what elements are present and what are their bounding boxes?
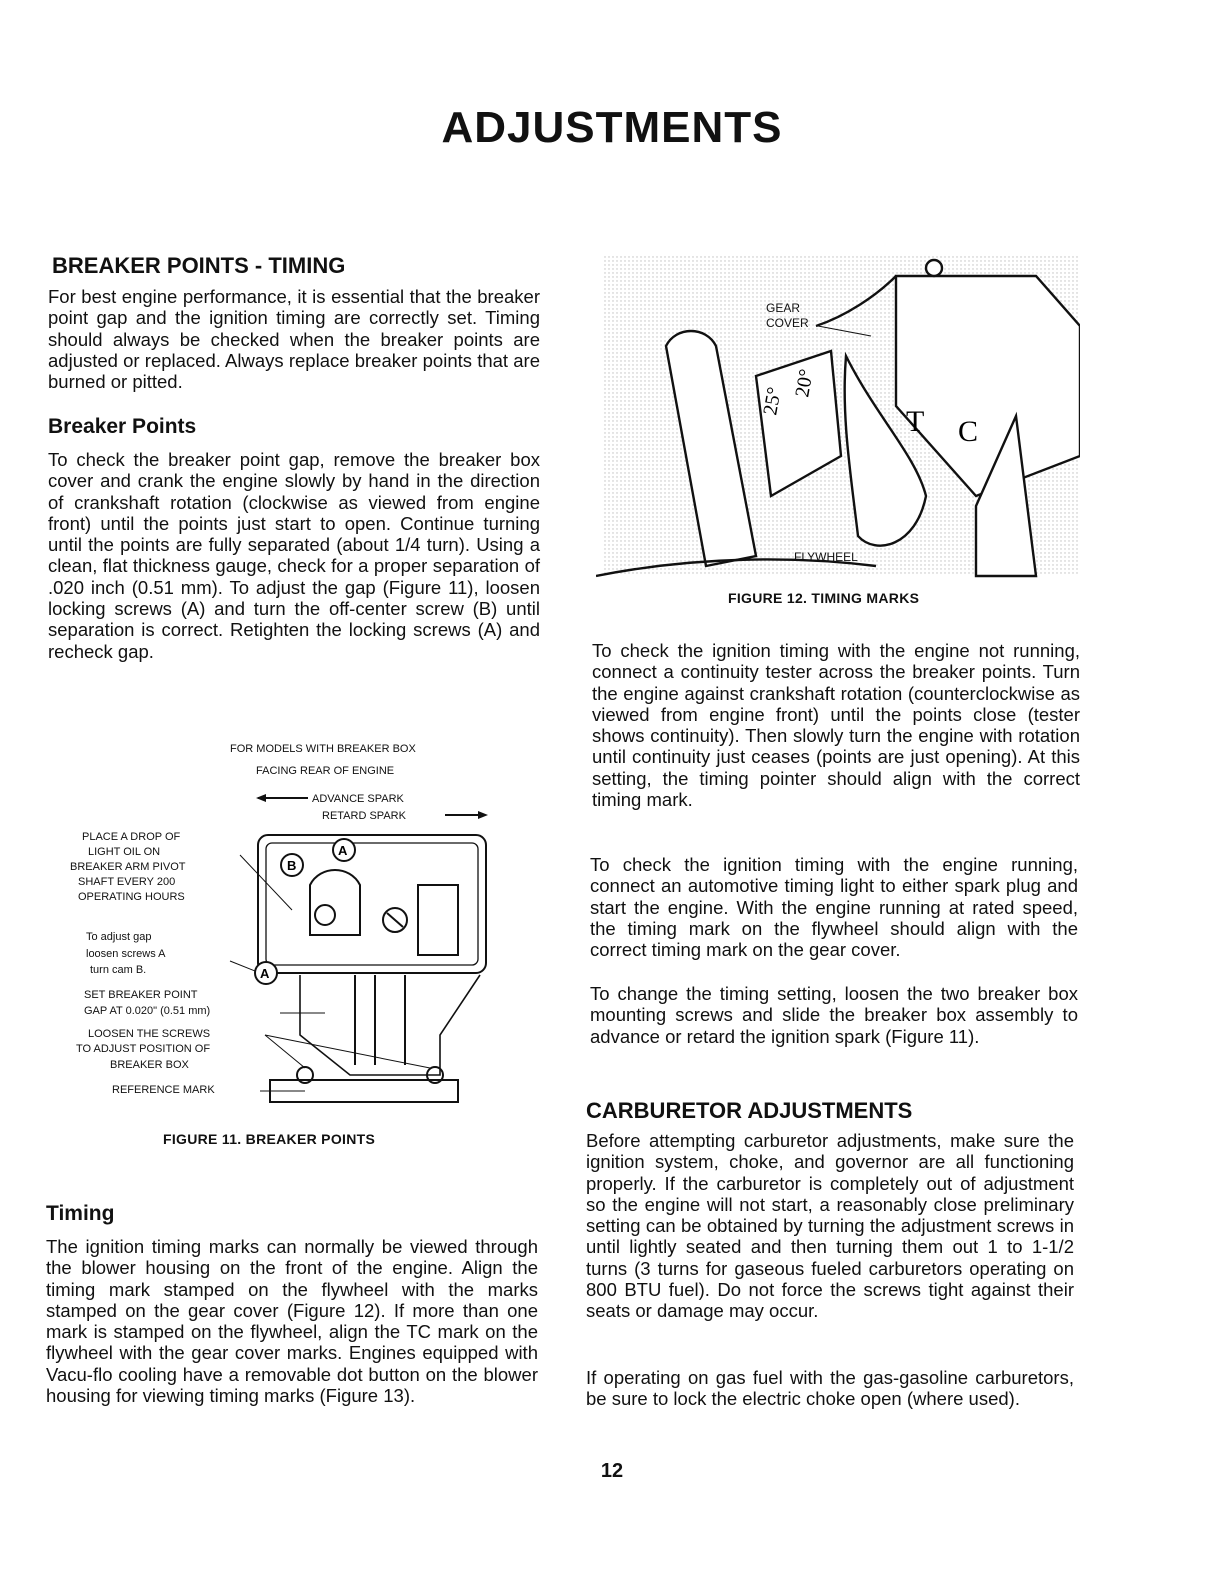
callout-b <box>281 854 303 876</box>
fig11-oil-line5: OPERATING HOURS <box>78 891 185 903</box>
callout-a-top <box>333 839 355 861</box>
fig12-gear-label: GEAR <box>766 301 801 315</box>
right-paragraph-1: To check the ignition timing with the engine not running, connect a continuity tester across the breaker points. Turn the engine against crankshaft rotation (counterclockwise as viewed from engine front) until the points close (tester shows continuity). Then slowly turn the engine with rotation until continuity just ceases (points are just opening). At this setting, the timing pointer should align with the correct timing mark. <box>592 640 1080 811</box>
callout-a-bottom <box>255 962 277 984</box>
right-paragraph-3: To change the timing setting, loosen the two breaker box mounting screws and slide the breaker box assembly to advance or retard the ignition spark (Figure 11). <box>590 983 1078 1047</box>
fig11-models-line1: FOR MODELS WITH BREAKER BOX <box>230 743 416 755</box>
advance-arrow-head <box>256 794 266 802</box>
fig12-mark-25: 25° <box>759 385 786 417</box>
fig11-set-line2: GAP AT 0.020" (0.51 mm) <box>84 1005 211 1017</box>
svg-text:A: A <box>260 966 270 981</box>
fig11-retard-label: RETARD SPARK <box>322 810 406 822</box>
figure-12-timing-marks-diagram <box>596 256 1080 580</box>
fig12-cover-label: COVER <box>766 316 809 330</box>
svg-text:B: B <box>287 858 297 873</box>
carburetor-paragraph-2: If operating on gas fuel with the gas-gasoline carburetors, be sure to lock the electric choke open (where used). <box>586 1367 1074 1410</box>
fig11-gap-line2: loosen screws A <box>86 948 166 960</box>
fig11-advance-label: ADVANCE SPARK <box>312 793 404 805</box>
page-title: ADJUSTMENTS <box>441 103 783 152</box>
right-paragraph-2: To check the ignition timing with the engine running, connect an automotive timing light to either spark plug and start the engine. With the engine running at rated speed, the timing mark on the flywheel should align with the correct timing mark on the gear cover. <box>590 854 1078 961</box>
page-number: 12 <box>600 1460 624 1482</box>
fig12-mark-20: 20° <box>791 367 818 399</box>
fig11-oil-line4: SHAFT EVERY 200 <box>78 876 176 888</box>
carburetor-paragraph-1: Before attempting carburetor adjustments, make sure the ignition system, choke, and governor are all functioning properly. If the carburetor is completely out of adjustment so the engine will not start, a reasonably close preliminary setting can be obtained by turning the adjustment screws in until lightly seated and then turning them out 1 to 1-1/2 turns (3 turns for gaseous fueled carburetors operating on 800 BTU fuel). Do not force the screws tight against their seats or damage may occur. <box>586 1130 1074 1322</box>
subheading-breaker-points: Breaker Points <box>48 415 197 438</box>
timing-paragraph: The ignition timing marks can normally be viewed through the blower housing on the front of the engine. Align the timing mark stamped on the flywheel with the marks stamped on the gear cover (Figure 12). If more than one mark is stamped on the flywheel, align the TC mark on the flywheel with the gear cover marks. Engines equipped with Vacu-flo cooling have a removable dot button on the blower housing for viewing timing marks (Figure 13). <box>46 1236 538 1407</box>
retard-arrow-head <box>478 811 488 819</box>
fig11-oil-line1: PLACE A DROP OF <box>82 831 181 843</box>
leader-loosen-left <box>265 1035 305 1068</box>
fig11-reference-label: REFERENCE MARK <box>112 1084 215 1096</box>
pivot <box>315 905 335 925</box>
fig11-set-line1: SET BREAKER POINT <box>84 989 198 1001</box>
fig11-loosen-line2: TO ADJUST POSITION OF <box>76 1043 211 1055</box>
svg-text:A: A <box>338 843 348 858</box>
fig11-loosen-line3: BREAKER BOX <box>110 1059 189 1071</box>
fig11-gap-line1: To adjust gap <box>86 931 152 943</box>
fig11-oil-line3: BREAKER ARM PIVOT <box>70 861 186 873</box>
adjust-screw-slot <box>387 913 403 927</box>
bolt-head <box>926 260 942 276</box>
figure-12-caption: FIGURE 12. TIMING MARKS <box>728 590 920 606</box>
condenser <box>418 885 458 955</box>
fig12-mark-c: C <box>958 415 979 448</box>
fig12-flywheel-label: FLYWHEEL <box>794 550 858 564</box>
intro-paragraph: For best engine performance, it is essential that the breaker point gap and the ignition timing are correctly set. Timing should always be checked when the breaker points are adjusted or replaced. Always replace breaker points that are burned or pitted. <box>48 286 540 393</box>
figure-11-breaker-points-diagram <box>60 735 500 1110</box>
figure-11-caption: FIGURE 11. BREAKER POINTS <box>163 1131 376 1147</box>
fig11-models-line2: FACING REAR OF ENGINE <box>256 765 395 777</box>
breaker-cam <box>310 870 360 935</box>
section-heading-carburetor: CARBURETOR ADJUSTMENTS <box>586 1098 913 1123</box>
fig11-gap-line3: turn cam B. <box>90 964 147 976</box>
fig11-oil-line2: LIGHT OIL ON <box>88 846 161 858</box>
fig12-mark-t: T <box>906 405 925 438</box>
fig11-loosen-line1: LOOSEN THE SCREWS <box>88 1028 211 1040</box>
subheading-timing: Timing <box>46 1202 115 1225</box>
section-heading-breaker-points-timing: BREAKER POINTS - TIMING <box>52 253 346 278</box>
breaker-points-paragraph: To check the breaker point gap, remove the breaker box cover and crank the engine slowly by hand in the direction of crankshaft rotation (clockwise as viewed from engine front) until the points just start to open. Continue turning until the points are fully separated (about 1/4 turn). Using a clean, flat thickness gauge, check for a proper separation of .020 inch (0.51 mm). To adjust the gap (Figure 11), loosen locking screws (A) and turn the off-center screw (B) until separation is correct. Retighten the locking screws (A) and recheck gap. <box>48 449 540 662</box>
